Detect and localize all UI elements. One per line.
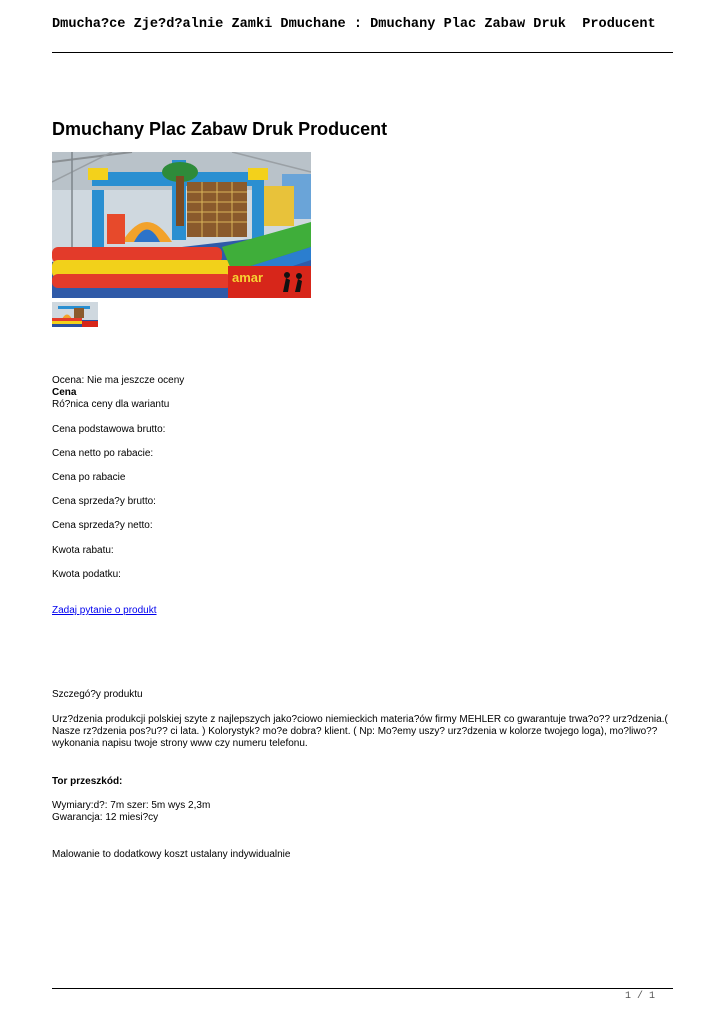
page-header (52, 16, 673, 53)
product-thumbnail[interactable] (52, 302, 98, 327)
dimensions-text: Wymiary:d?: 7m szer: 5m wys 2,3m (52, 800, 211, 811)
sale-net-price-label: Cena sprzeda?y netto: (52, 520, 153, 531)
brand-logo-figures (278, 268, 308, 294)
discount-amount-label: Kwota rabatu: (52, 545, 114, 556)
page-number: 1 / 1 (624, 991, 655, 1002)
product-main-image[interactable] (52, 152, 311, 298)
page-header-title: Dmucha?ce Zje?d?alnie Zamki Dmuchane : Dmuchany Plac Zabaw Druk Producent (52, 17, 656, 32)
base-gross-price-label: Cena podstawowa brutto: (52, 424, 166, 435)
ask-question-link[interactable]: Zadaj pytanie o produkt (52, 605, 157, 616)
price-heading: Cena (52, 387, 77, 398)
rating-text: Ocena: Nie ma jeszcze oceny (52, 375, 185, 386)
price-after-discount-label: Cena po rabacie (52, 472, 126, 483)
painting-note: Malowanie to dodatkowy koszt ustalany indywidualnie (52, 849, 291, 860)
sale-gross-price-label: Cena sprzeda?y brutto: (52, 496, 156, 507)
product-title: Dmuchany Plac Zabaw Druk Producent (52, 119, 388, 139)
net-after-discount-label: Cena netto po rabacie: (52, 448, 154, 459)
brand-logo-text: amar (232, 270, 264, 285)
tax-amount-label: Kwota podatku: (52, 569, 121, 580)
variant-price-difference-label: Ró?nica ceny dla wariantu (52, 399, 170, 410)
product-description: Urz?dzenia produkcji polskiej szyte z najlepszych jako?ciowo niemieckich materia?ów firmy MEHLER co gwarantuje trwa?o?? urz?dzenia.( Nasze rz?dzenia pos?u?? ci lata. ) Kolorystyk? mo?e dobra? klient. ( Np: Mo?emy uszy? urz?dzenia w kolorze twojego loga), mo?liwo?? wykonania napisu twoje strony www czy numeru telefonu. (52, 714, 668, 749)
obstacle-course-heading: Tor przeszkód: (52, 776, 123, 787)
page-footer (52, 988, 673, 1002)
warranty-text: Gwarancja: 12 miesi?cy (52, 812, 159, 823)
product-details-heading: Szczegó?y produktu (52, 689, 143, 700)
